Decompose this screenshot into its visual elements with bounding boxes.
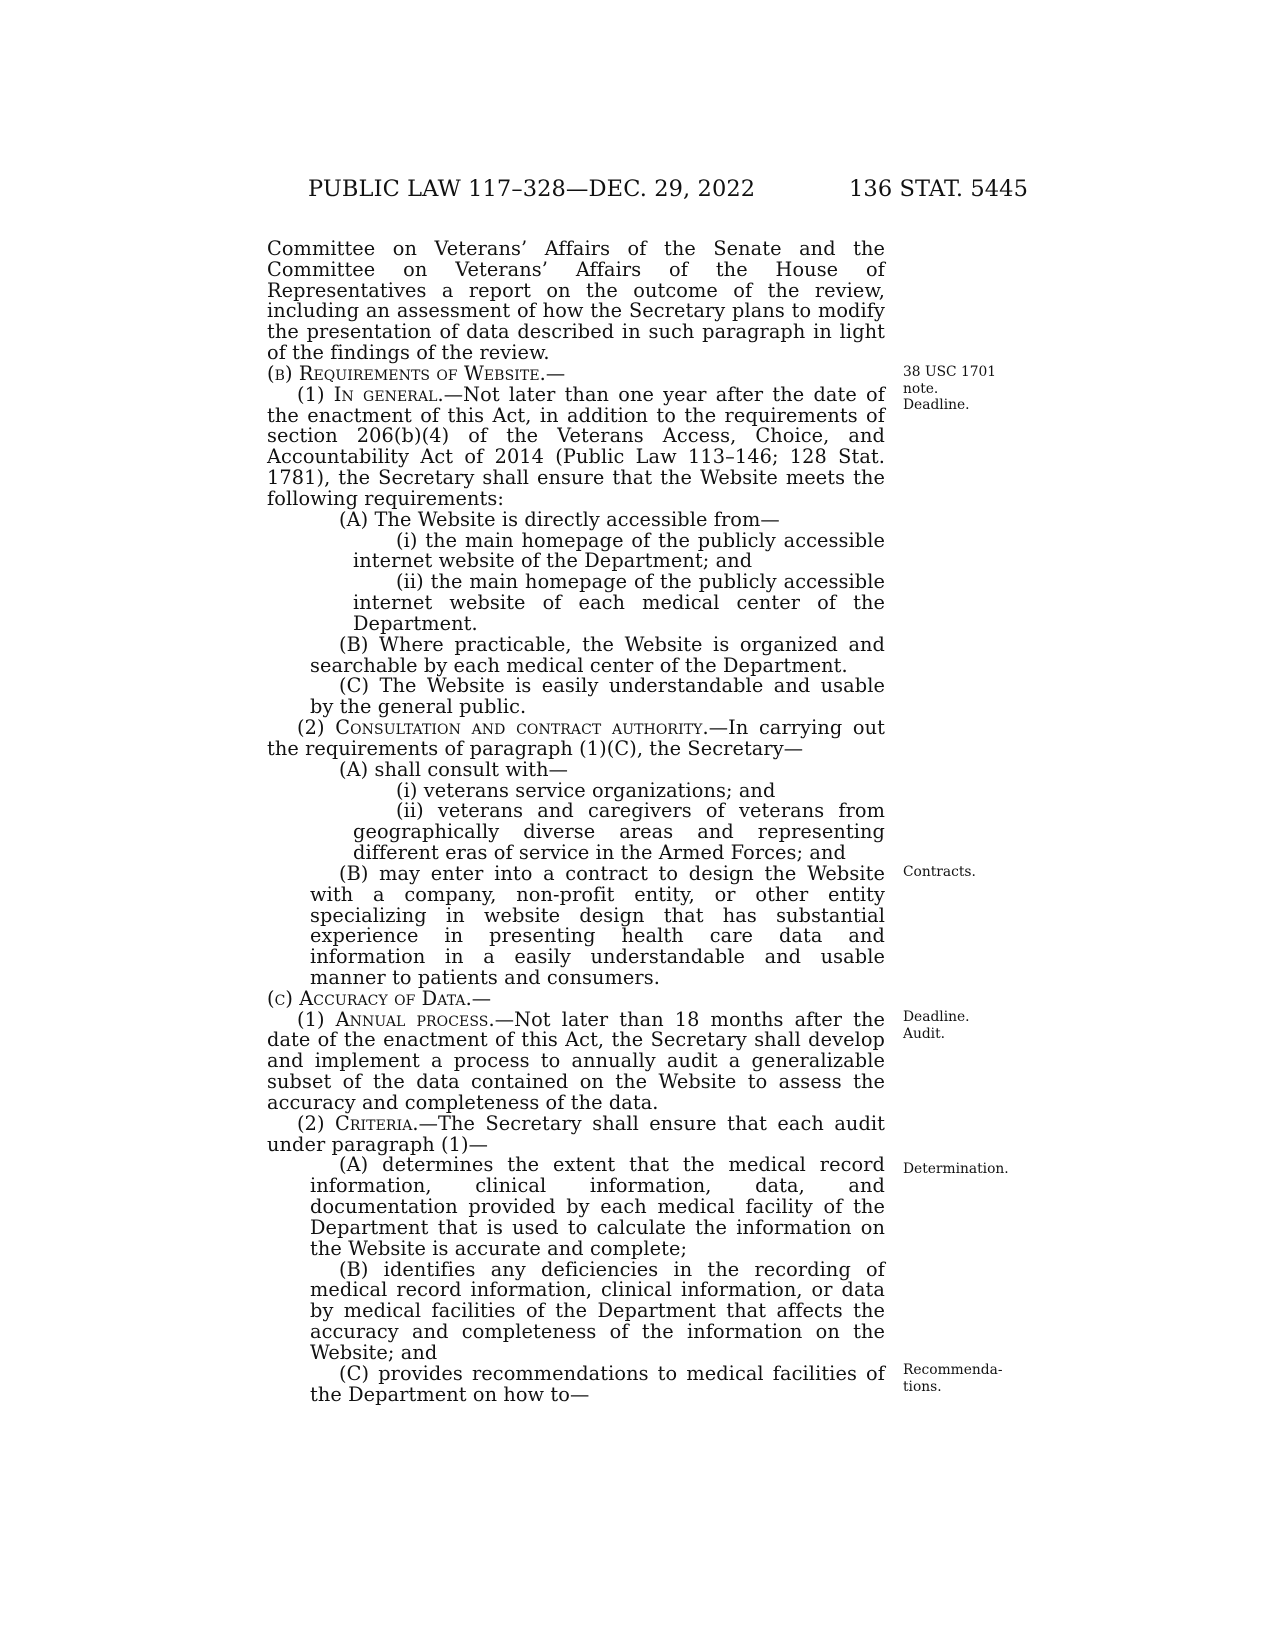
- margin-note-determination: Determination.: [903, 1161, 1009, 1177]
- subclause-b1Aii: (ii) the main homepage of the publicly accessible internet website of each medical center of the Department.: [353, 570, 885, 635]
- margin-note-usc-line1: 38 USC 1701: [903, 364, 997, 380]
- paragraph-c1-heading: (1) Annual process.: [297, 1007, 495, 1031]
- running-header: [308, 176, 1028, 216]
- statute-body: [267, 239, 885, 1405]
- paragraph-c2-heading: (2) Criteria.: [297, 1111, 419, 1135]
- clause-b1C: (C) The Website is easily understandable and usable by the general public.: [310, 674, 885, 719]
- paragraph-continuation: Committee on Veterans’ Affairs of the Senate and the Committee on Veterans’ Affairs of the House of Representatives a report on the outcome of the review, including an assessment of how the Secretary plans to modify the presentation of data described in such paragraph in light of the findings of the review.: [267, 237, 885, 365]
- clause-b2B: (B) may enter into a contract to design the Website with a company, non-profit entity, or other entity specializing in website design that has substantial experience in presenting health care data and information in a easily understandable and usable manner to patients and consumers.: [310, 861, 885, 989]
- clause-c2B: (B) identifies any deficiencies in the recording of medical record information, clinical information, or data by medical facilities of the Department that affects the accuracy and completeness of the information on the Website; and: [310, 1257, 885, 1364]
- subclause-b1Ai: (i) the main homepage of the publicly accessible internet website of the Department; and: [353, 528, 885, 573]
- paragraph-c2: [267, 1111, 885, 1156]
- clause-b1B: (B) Where practicable, the Website is organized and searchable by each medical center of the Department.: [310, 632, 885, 677]
- running-title: PUBLIC LAW 117–328—DEC. 29, 2022: [308, 176, 756, 202]
- margin-note-recommendations-line1: Recommenda-: [903, 1362, 1003, 1378]
- paragraph-c1: [267, 1007, 885, 1114]
- subclause-b2Aii: (ii) veterans and caregivers of veterans from geographically diverse areas and representing different eras of service in the Armed Forces; and: [353, 799, 885, 865]
- margin-note-recommendations-line2: tions.: [903, 1378, 942, 1395]
- margin-note-usc-line2: note.: [903, 380, 939, 397]
- page-number: 136 STAT. 5445: [849, 176, 1028, 202]
- paragraph-c2-text: —The Secretary shall ensure that each audit under paragraph (1)—: [267, 1111, 885, 1156]
- paragraph-b2-heading: (2) Consultation and contract authority.: [297, 716, 709, 740]
- paragraph-b1: [267, 382, 885, 510]
- margin-note-deadline-audit: [903, 1009, 970, 1042]
- margin-note-audit: Audit.: [903, 1025, 946, 1042]
- subclause-b2Ai: (i) veterans service organizations; and: [396, 778, 776, 802]
- clause-b1A: (A) The Website is directly accessible from—: [339, 507, 780, 531]
- margin-note-deadline: Deadline.: [903, 397, 970, 413]
- margin-note-deadline-2: Deadline.: [903, 1009, 970, 1025]
- margin-note-contracts: Contracts.: [903, 864, 976, 880]
- clause-b2A: (A) shall consult with—: [339, 757, 568, 781]
- margin-note-recommendations: [903, 1362, 1003, 1395]
- clause-c2C: (C) provides recommendations to medical facilities of the Department on how to—: [310, 1361, 885, 1406]
- paragraph-c1-text: —Not later than 18 months after the date of the enactment of this Act, the Secretary shall develop and implement a process to annually audit a generalizable subset of the data contained on the Website to assess the accuracy and completeness of the data.: [267, 1007, 885, 1114]
- paragraph-b1-text: —Not later than one year after the date of the enactment of this Act, in addition to the requirements of section 206(b)(4) of the Veterans Access, Choice, and Accountability Act of 2014 (Public Law 113–146; 128 Stat. 1781), the Secretary shall ensure that the Website meets the following requirements:: [267, 382, 885, 510]
- paragraph-b2-text: —In carrying out the requirements of paragraph (1)(C), the Secretary—: [267, 716, 885, 760]
- clause-c2A: (A) determines the extent that the medical record information, clinical information, data, and documentation provided by each medical facility of the Department that is used to calculate the information on the Website is accurate and complete;: [310, 1153, 885, 1260]
- subsection-c-heading: (c) Accuracy of Data.—: [267, 986, 492, 1010]
- subsection-b-heading: (b) Requirements of Website.—: [267, 361, 566, 385]
- paragraph-b2: [267, 718, 885, 760]
- paragraph-b1-heading: (1) In general.: [297, 382, 444, 406]
- margin-note-usc-citation: [903, 364, 996, 414]
